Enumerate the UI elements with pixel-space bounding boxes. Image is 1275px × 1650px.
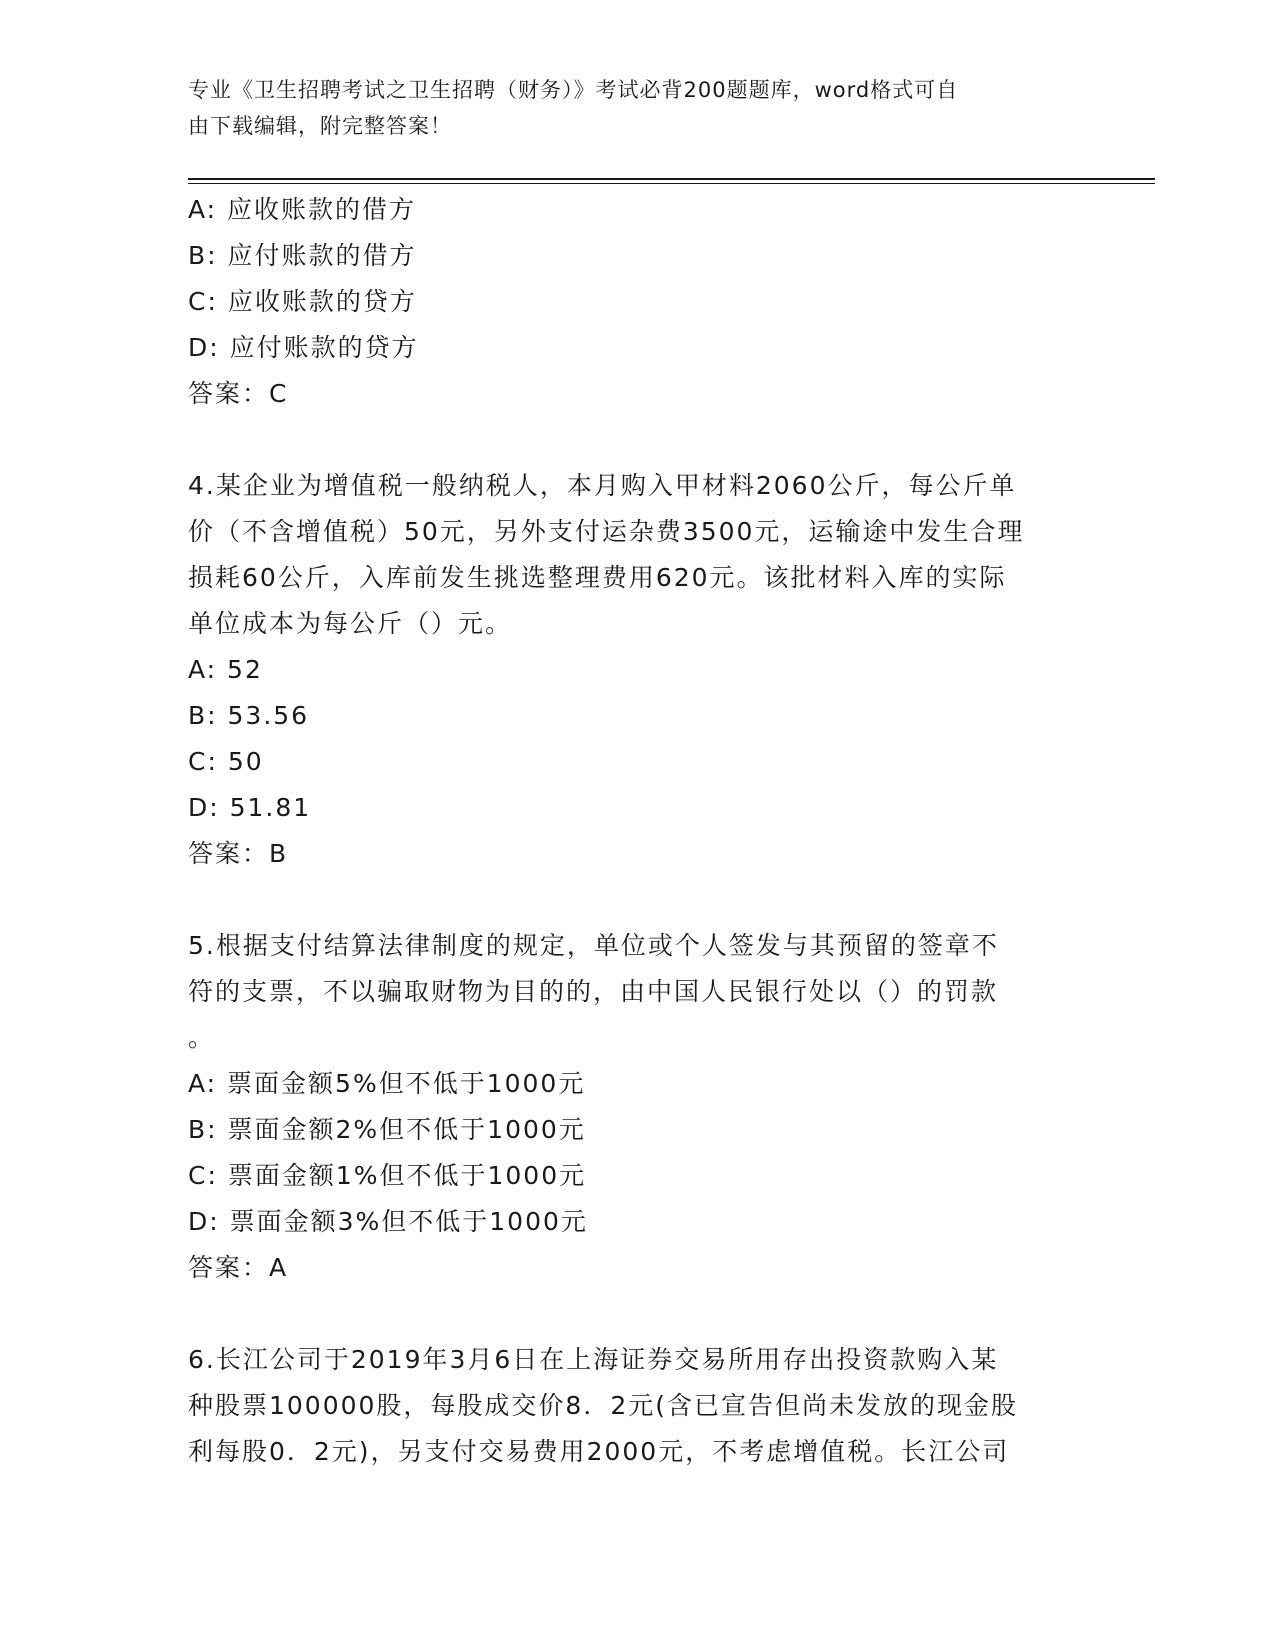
answer-4: 答案：B [188,839,289,868]
question-6-line-3: 利每股0．2元)，另支付交易费用2000元，不考虑增值税。长江公司 [188,1437,1010,1466]
question-5 [188,923,1088,1061]
header-divider-thick [188,178,1155,180]
question-5-line-2: 符的支票，不以骗取财物为目的的，由中国人民银行处以（）的罚款 [188,977,999,1006]
spacer [188,417,1088,463]
option-c: C: 票面金额1%但不低于1000元 [188,1161,587,1190]
option-c: C: 50 [188,747,264,776]
option-c: C: 应收账款的贷方 [188,287,417,316]
question-6 [188,1337,1088,1475]
question-4-options [188,647,1088,831]
option-a: A: 应收账款的借方 [188,195,417,224]
spacer [188,1291,1088,1337]
option-a: A: 票面金额5%但不低于1000元 [188,1069,586,1098]
question-4-line-3: 损耗60公斤，入库前发生挑选整理费用620元。该批材料入库的实际 [188,563,1007,592]
question-4 [188,463,1088,647]
option-d: D: 票面金额3%但不低于1000元 [188,1207,588,1236]
question-6-line-1: 6.长江公司于2019年3月6日在上海证券交易所用存出投资款购入某 [188,1345,999,1374]
question-5-line-3: 。 [188,1023,216,1052]
question-4-line-4: 单位成本为每公斤（）元。 [188,609,513,638]
answer-5: 答案：A [188,1253,289,1282]
option-d: D: 应付账款的贷方 [188,333,419,362]
option-b: B: 票面金额2%但不低于1000元 [188,1115,586,1144]
header-line-1: 专业《卫生招聘考试之卫生招聘（财务）》考试必背200题题库，word格式可自 [188,78,959,102]
question-6-line-2: 种股票100000股，每股成交价8．2元(含已宣告但尚未发放的现金股 [188,1391,1019,1420]
question-4-line-1: 4.某企业为增值税一般纳税人，本月购入甲材料2060公斤，每公斤单 [188,471,1017,500]
header-divider-thin [188,183,1155,184]
question-3-options [188,187,1088,371]
question-4-line-2: 价（不含增值税）50元，另外支付运杂费3500元，运输途中发生合理 [188,517,1025,546]
question-content [188,187,1088,1475]
document-header [188,72,1068,144]
spacer [188,877,1088,923]
option-d: D: 51.81 [188,793,312,822]
answer-3: 答案：C [188,379,289,408]
option-b: B: 应付账款的借方 [188,241,417,270]
option-a: A: 52 [188,655,263,684]
option-b: B: 53.56 [188,701,310,730]
question-5-line-1: 5.根据支付结算法律制度的规定，单位或个人签发与其预留的签章不 [188,931,999,960]
question-5-options [188,1061,1088,1245]
header-line-2: 由下载编辑，附完整答案！ [188,114,452,138]
